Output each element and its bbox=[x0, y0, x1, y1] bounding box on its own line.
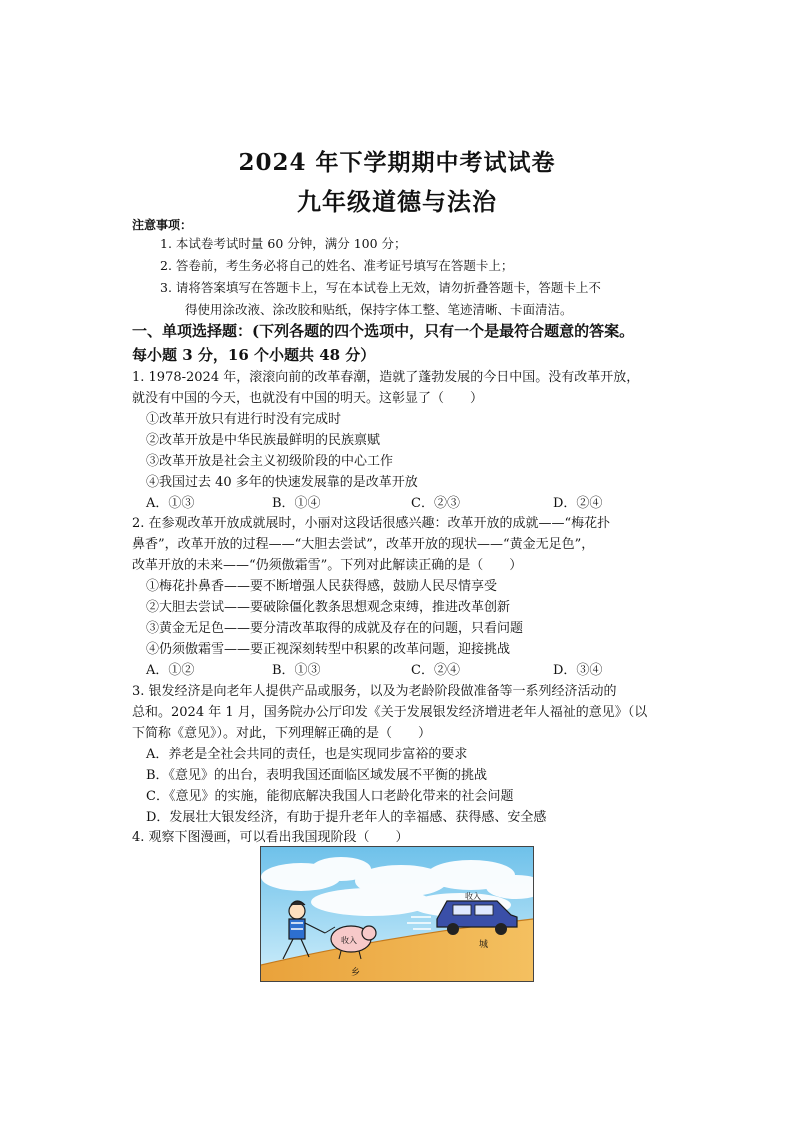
notice-item: 得使用涂改液、涂改胶和贴纸，保持字体工整、笔迹清晰、卡面清洁。 bbox=[185, 302, 573, 317]
choice-c: C．②③ bbox=[411, 496, 460, 511]
question-stem: 就没有中国的今天，也就没有中国的明天。这彰显了（ ） bbox=[132, 391, 484, 406]
section-heading: 一、单项选择题：(下列各题的四个选项中，只有一个是最符合题意的答案。 bbox=[132, 322, 635, 340]
option-d: D．发展壮大银发经济，有助于提升老年人的幸福感、获得感、安全感 bbox=[146, 810, 547, 825]
choice-d: D．③④ bbox=[553, 663, 603, 678]
notice-item: 2. 答卷前，考生务必将自己的姓名、准考证号填写在答题卡上； bbox=[160, 258, 514, 273]
question-item: ②大胆去尝试——要破除僵化教条思想观念束缚，推进改革创新 bbox=[146, 600, 511, 615]
question-item: ③改革开放是社会主义初级阶段的中心工作 bbox=[146, 454, 394, 469]
car-label: 收入 bbox=[465, 892, 481, 901]
question-stem: 3. 银发经济是向老年人提供产品或服务，以及为老龄阶段做准备等一系列经济活动的 bbox=[132, 684, 617, 699]
notice-item: 1. 本试卷考试时量 60 分钟，满分 100 分； bbox=[160, 236, 407, 251]
question-stem: 改革开放的未来——“仍须傲霜雪”。下列对此解读正确的是（ ） bbox=[132, 558, 523, 573]
choice-c: C．②④ bbox=[411, 663, 460, 678]
question-item: ①梅花扑鼻香——要不断增强人民获得感，鼓励人民尽情享受 bbox=[146, 579, 498, 594]
choice-b: B．①④ bbox=[272, 496, 321, 511]
question-item: ②改革开放是中华民族最鲜明的民族禀赋 bbox=[146, 433, 381, 448]
section-heading: 每小题 3 分，16 个小题共 48 分） bbox=[132, 346, 376, 364]
cartoon-image bbox=[260, 846, 534, 982]
exam-subtitle: 九年级道德与法治 bbox=[297, 187, 497, 216]
city-label: 城 bbox=[479, 940, 489, 950]
choice-b: B．①③ bbox=[272, 663, 321, 678]
question-stem: 2. 在参观改革开放成就展时，小丽对这段话很感兴趣：改革开放的成就——“梅花扑 bbox=[132, 516, 611, 531]
option-a: A．养老是全社会共同的责任，也是实现同步富裕的要求 bbox=[146, 747, 468, 762]
option-b: B．《意见》的出台，表明我国还面临区域发展不平衡的挑战 bbox=[146, 768, 488, 783]
question-item: ①改革开放只有进行时没有完成时 bbox=[146, 412, 342, 427]
option-c: C．《意见》的实施，能彻底解决我国人口老龄化带来的社会问题 bbox=[146, 789, 514, 804]
village-label: 乡 bbox=[351, 968, 361, 978]
choice-a: A．①② bbox=[146, 663, 195, 678]
question-stem: 1. 1978-2024 年，滚滚向前的改革春潮，造就了蓬勃发展的今日中国。没有改革开放， bbox=[132, 370, 640, 385]
pig-label: 收入 bbox=[341, 936, 357, 945]
question-item: ③黄金无足色——要分清改革取得的成就及存在的问题，只看问题 bbox=[146, 621, 524, 636]
question-stem: 鼻香”，改革开放的过程——“大胆去尝试”，改革开放的现状——“黄金无足色”， bbox=[132, 537, 595, 552]
question-stem: 4. 观察下图漫画，可以看出我国现阶段（ ） bbox=[132, 830, 409, 845]
question-item: ④仍须傲霜雪——要正视深刻转型中积累的改革问题，迎接挑战 bbox=[146, 642, 511, 657]
question-stem: 总和。2024 年 1 月，国务院办公厅印发《关于发展银发经济增进老年人福祉的意见》（以 bbox=[132, 705, 648, 720]
question-item: ④我国过去 40 多年的快速发展靠的是改革开放 bbox=[146, 475, 418, 490]
notice-heading: 注意事项： bbox=[132, 218, 193, 232]
choice-a: A．①③ bbox=[146, 496, 195, 511]
exam-title: 2024 年下学期期中考试试卷 bbox=[238, 149, 556, 176]
question-stem: 下简称《意见》）。对此，下列理解正确的是（ ） bbox=[132, 726, 432, 741]
notice-item: 3. 请将答案填写在答题卡上，写在本试卷上无效，请勿折叠答题卡，答题卡上不 bbox=[160, 280, 601, 295]
choice-d: D．②④ bbox=[553, 496, 603, 511]
